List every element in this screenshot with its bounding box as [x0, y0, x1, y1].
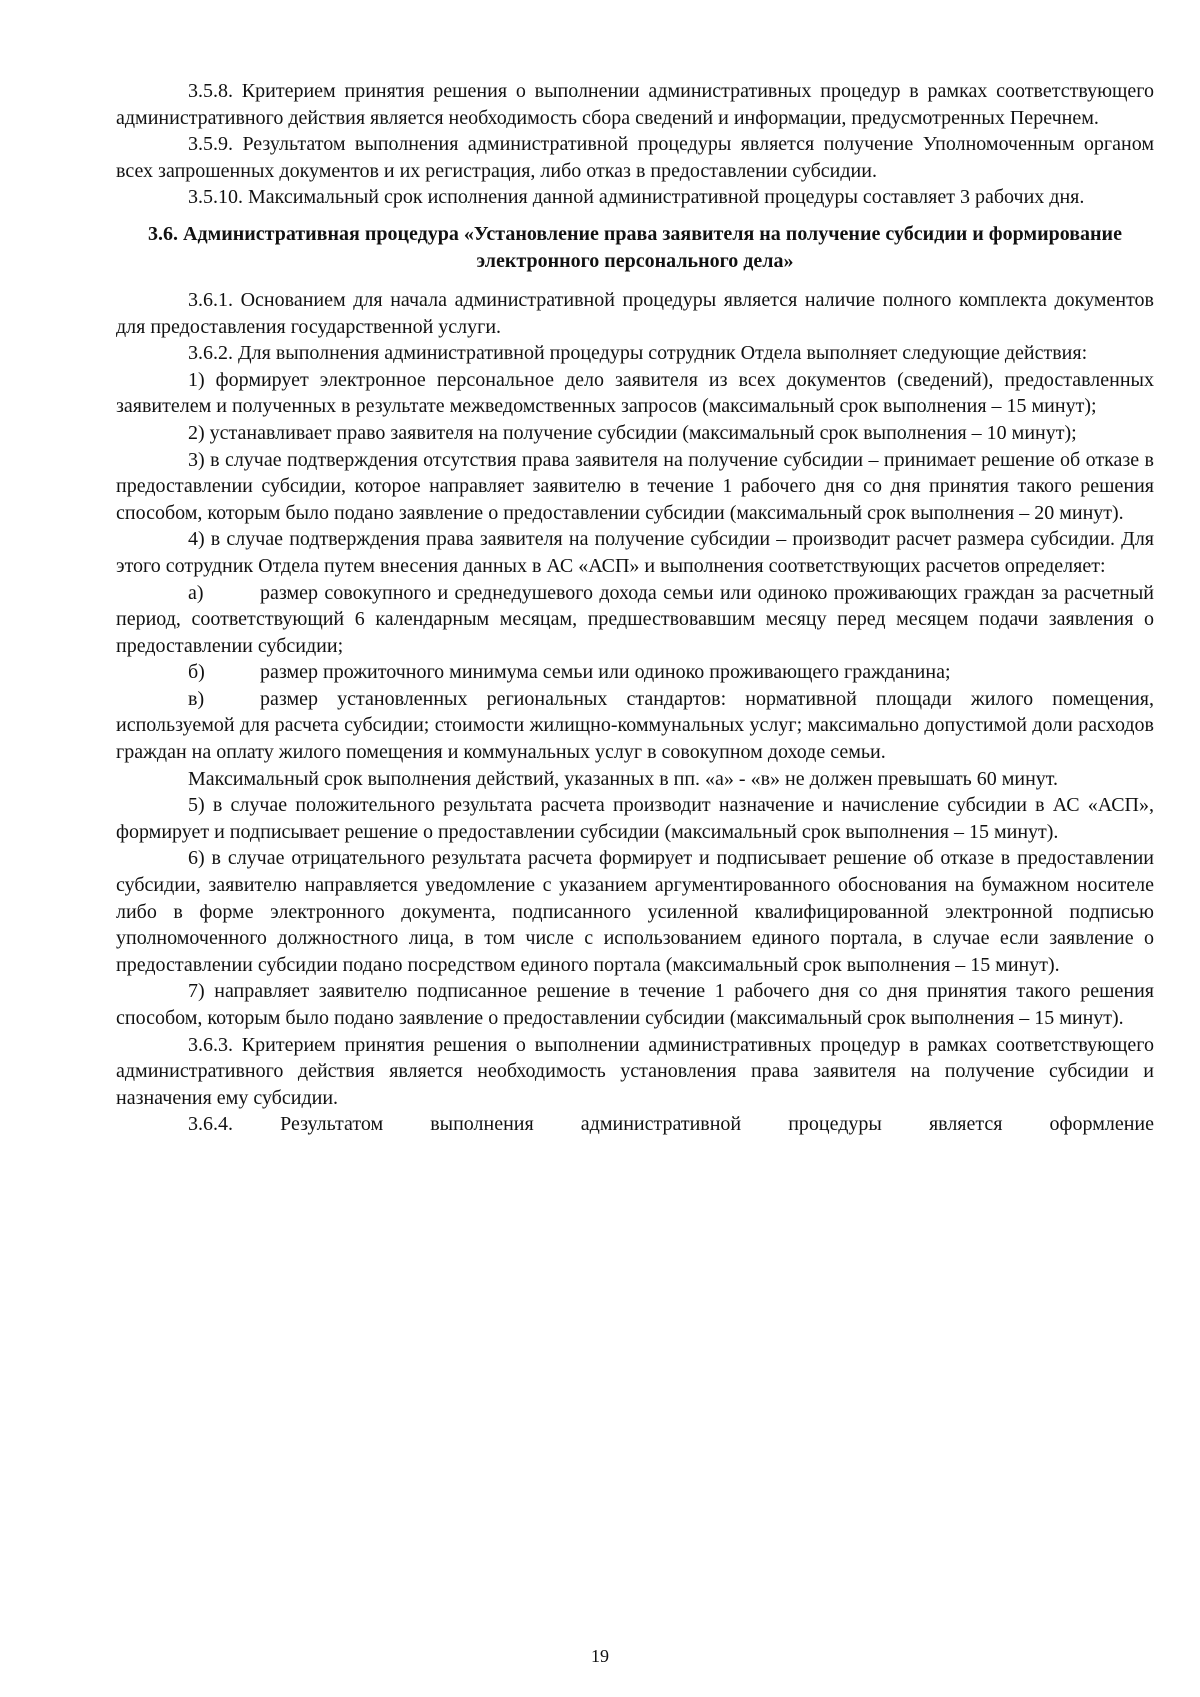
paragraph-3-6-4: 3.6.4. Результатом выполнения административной процедуры является оформление: [188, 1113, 1154, 1136]
list-item-4: 4) в случае подтверждения права заявителя на получение субсидии – производит расчет размера субсидии. Для этого сотрудник Отдела путем внесения данных в АС «АСП» и выполнения соответствующих расчетов определяет:: [116, 528, 1154, 577]
subitem-a: [116, 580, 1154, 660]
paragraph-3-6-1: 3.6.1. Основанием для начала административной процедуры является наличие полного комплекта документов для предоставления государственной услуги.: [116, 288, 1154, 338]
list-item-6: 6) в случае отрицательного результата расчета формирует и подписывает решение об отказе в предоставлении субсидии, заявителю направляется уведомление с указанием аргументированного обоснования на бумажном носителе либо в форме электронного документа, подписанного усиленной квалифицированной электронной подписью уполномоченного должностного лица, в том числе с использованием единого портала, в случае если заявление о предоставлении субсидии подано посредством единого портала (максимальный срок выполнения – 15 минут).: [116, 847, 1154, 976]
subitem-b-text: размер прожиточного минимума семьи или одиноко проживающего гражданина;: [260, 661, 951, 684]
paragraph-3-5-10: 3.5.10. Максимальный срок исполнения данной административной процедуры составляет 3 рабочих дня.: [188, 186, 1085, 209]
subitem-b-mark: б): [188, 661, 205, 684]
subitem-v-mark: в): [188, 687, 205, 710]
paragraph-max-time: Максимальный срок выполнения действий, указанных в пп. «а» - «в» не должен превышать 60 минут.: [188, 767, 1059, 790]
section-heading-3-6: 3.6. Административная процедура «Установление права заявителя на получение субсидии и формирование электронного персонального дела»: [148, 222, 1122, 272]
list-item-3: 3) в случае подтверждения отсутствия права заявителя на получение субсидии – принимает решение об отказе в предоставлении субсидии, которое направляет заявителю в течение 1 рабочего дня со дня принятия такого решения способом, которым было подано заявление о предоставлении субсидии (максимальный срок выполнения – 20 минут).: [116, 448, 1154, 524]
list-item-1: 1) формирует электронное персональное дело заявителя из всех документов (сведений), предоставленных заявителем и полученных в результате межведомственных запросов (максимальный срок выполнения – 15 минут);: [116, 368, 1154, 418]
paragraph-3-5-9: 3.5.9. Результатом выполнения административной процедуры является получение Уполномоченным органом всех запрошенных документов и их регистрация, либо отказ в предоставлении субсидии.: [116, 133, 1154, 182]
page-number: 19: [591, 1646, 609, 1666]
subitem-b: [116, 659, 1154, 686]
subitem-a-text: размер совокупного и среднедушевого дохода семьи или одиноко проживающих граждан за расчетный период, соответствующий 6 календарным месяцам, предшествовавшим месяцу перед месяцем подачи заявления о предоставлении субсидии;: [116, 581, 1154, 657]
list-item-7: 7) направляет заявителю подписанное решение в течение 1 рабочего дня со дня принятия такого решения способом, которым было подано заявление о предоставлении субсидии (максимальный срок выполнения – 15 минут).: [116, 980, 1154, 1029]
list-item-2: 2) устанавливает право заявителя на получение субсидии (максимальный срок выполнения – 10 минут);: [188, 421, 1077, 444]
document-page: [116, 78, 1154, 1138]
subitem-v: [116, 686, 1154, 766]
paragraph-3-6-2: 3.6.2. Для выполнения административной процедуры сотрудник Отдела выполняет следующие действия:: [188, 342, 1088, 365]
subitem-v-text: размер установленных региональных стандартов: нормативной площади жилого помещения, используемой для расчета субсидии; стоимости жилищно-коммунальных услуг; максимально допустимой доли расходов граждан на оплату жилого помещения и коммунальных услуг в совокупном доходе семьи.: [116, 687, 1154, 764]
list-item-5: 5) в случае положительного результата расчета производит назначение и начисление субсидии в АС «АСП», формирует и подписывает решение о предоставлении субсидии (максимальный срок выполнения – 15 минут).: [116, 794, 1154, 843]
subitem-a-mark: а): [188, 581, 204, 604]
paragraph-3-5-8: 3.5.8. Критерием принятия решения о выполнении административных процедур в рамках соответствующего административного действия является необходимость сбора сведений и информации, предусмотренных Перечнем.: [116, 80, 1154, 129]
paragraph-3-6-3: 3.6.3. Критерием принятия решения о выполнении административных процедур в рамках соответствующего административного действия является необходимость установления права заявителя на получение субсидии и назначения ему субсидии.: [116, 1033, 1154, 1109]
